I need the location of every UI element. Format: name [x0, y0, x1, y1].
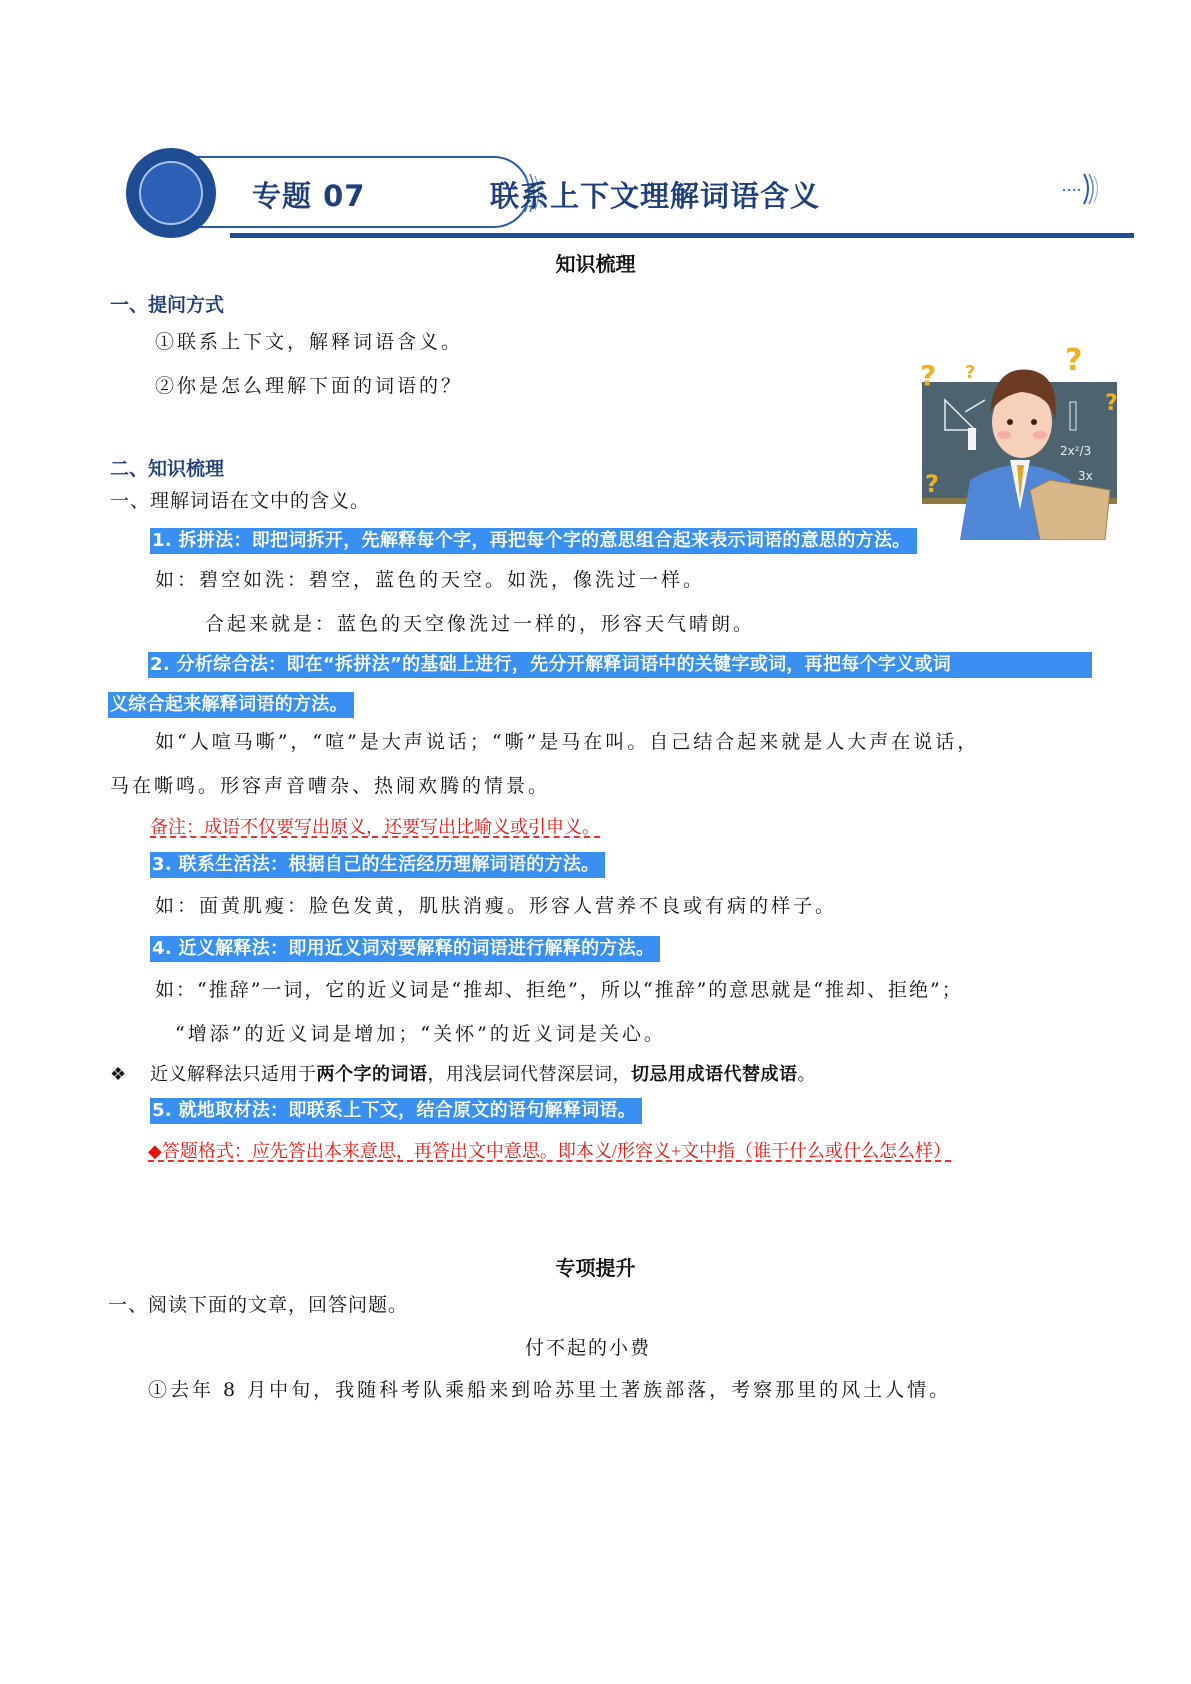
method-2-highlight-cont: 义综合起来解释词语的方法。: [108, 692, 354, 718]
svg-text:?: ?: [965, 362, 976, 383]
tip-emphasis: 切忌用成语代替成语: [631, 1064, 798, 1084]
tip-emphasis: 两个字的词语: [316, 1064, 428, 1084]
practice-heading: 专项提升: [555, 1256, 636, 1280]
idiom-note: 备注：成语不仅要写出原义，还要写出比喻义或引申义。: [150, 817, 600, 837]
topic-label: 专题 07: [252, 179, 366, 213]
svg-text:2x²/3: 2x²/3: [1060, 444, 1092, 458]
page-title: 联系上下文理解词语含义: [490, 179, 821, 213]
banner-rule: [230, 233, 1134, 238]
subsection-title: 一、理解词语在文中的含义。: [110, 491, 371, 512]
tip-bullet-icon: ❖: [110, 1064, 127, 1084]
svg-text:3x: 3x: [1078, 469, 1093, 483]
topic-banner: [120, 140, 1140, 250]
method-3-highlight: 3. 联系生活法：根据自己的生活经历理解词语的方法。: [150, 852, 605, 878]
method-4-example: 如：“推辞”一词，它的近义词是“推却、拒绝”，所以“推辞”的意思就是“推却、拒绝”；: [155, 979, 963, 1001]
method-4-highlight: 4. 近义解释法：即用近义词对要解释的词语进行解释的方法。: [150, 936, 660, 962]
answer-format-note: ◆答题格式：应先答出本来意思，再答出文中意思。即本义/形容义+文中指（谁干什么或什么怎么样）: [148, 1141, 951, 1161]
practice-instruction: 一、阅读下面的文章，回答问题。: [108, 1295, 409, 1316]
method-2-highlight: 2. 分析综合法：即在“拆拼法”的基础上进行，先分开解释词语中的关键字或词，再把每个字义或词: [148, 652, 1092, 678]
method-1-highlight: 1. 拆拼法：即把词拆开，先解释每个字，再把每个字的意思组合起来表示词语的意思的方法。: [150, 528, 917, 554]
svg-text:?: ?: [1065, 343, 1083, 378]
question-type-item: ①联系上下文，解释词语含义。: [155, 331, 464, 353]
article-title: 付不起的小费: [525, 1337, 652, 1359]
method-2-example-cont: 马在嘶鸣。形容声音嘈杂、热闹欢腾的情景。: [110, 775, 551, 797]
synonym-tip: ❖ 近义解释法只适用于两个字的词语，用浅层词代替深层词，切忌用成语代替成语。: [110, 1060, 816, 1088]
method-1-example: 如：碧空如洗：碧空，蓝色的天空。如洗，像洗过一样。: [155, 569, 706, 591]
teacher-at-blackboard-icon: [910, 340, 1130, 540]
end-wave-icon: [1060, 170, 1120, 206]
method-4-example-cont: “增添”的近义词是增加；“关怀”的近义词是关心。: [175, 1023, 666, 1045]
method-2-example: 如“人喧马嘶”，“喧”是大声说话；“嘶”是马在叫。自己结合起来就是人大声在说话，: [155, 731, 980, 753]
method-3-example: 如：面黄肌瘦：脸色发黄，肌肤消瘦。形容人营养不良或有病的样子。: [155, 895, 838, 917]
svg-text:?: ?: [1105, 391, 1118, 416]
svg-text:?: ?: [925, 470, 939, 498]
method-5-highlight: 5. 就地取材法：即联系上下文，结合原文的语句解释词语。: [150, 1098, 642, 1124]
section-question-types: 一、提问方式: [110, 294, 225, 316]
knowledge-heading: 知识梳理: [555, 252, 636, 276]
question-type-item: ②你是怎么理解下面的词语的？: [155, 375, 464, 397]
section-knowledge-review: 二、知识梳理: [110, 458, 225, 480]
svg-text:?: ?: [920, 359, 937, 392]
article-paragraph: ①去年 8 月中旬，我随科考队乘船来到哈苏里土著族部落，考察那里的风土人情。: [148, 1379, 952, 1401]
banner-circle-inner: [139, 161, 203, 225]
teacher-illustration: [910, 340, 1130, 540]
method-1-example-cont: 合起来就是：蓝色的天空像洗过一样的，形容天气晴朗。: [205, 613, 756, 635]
